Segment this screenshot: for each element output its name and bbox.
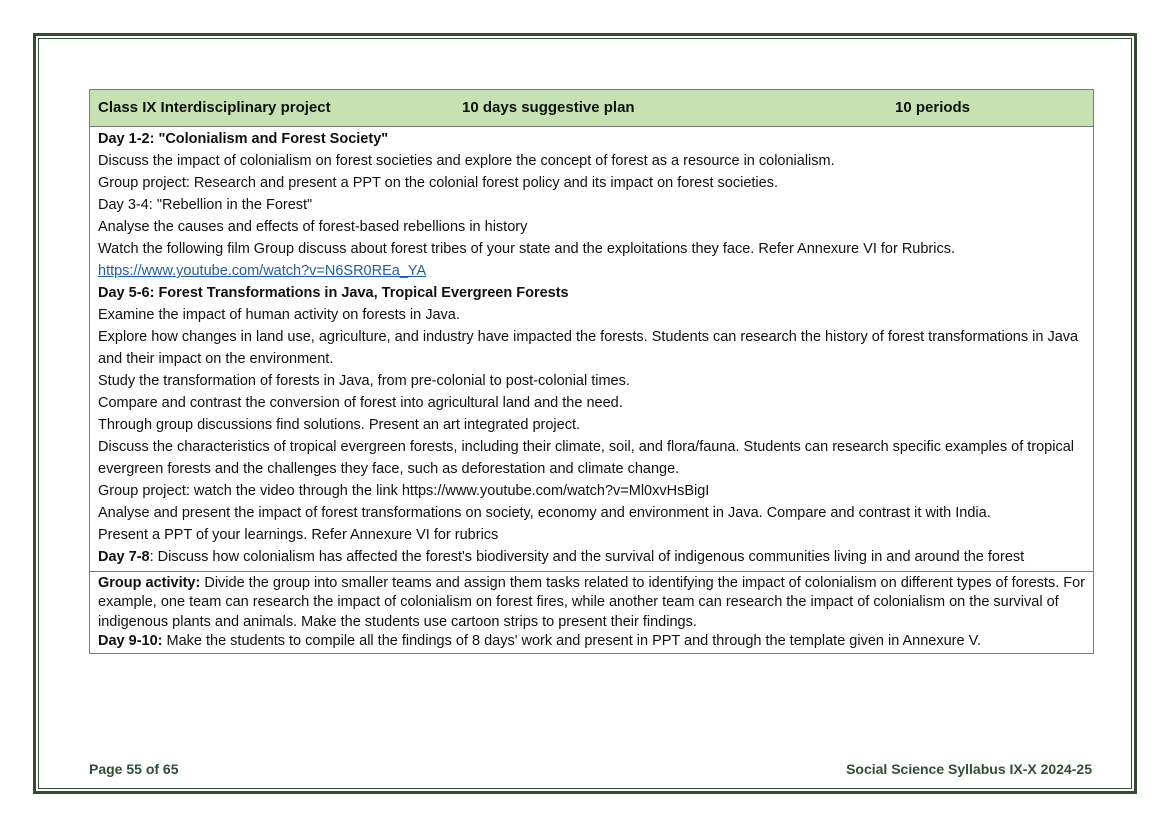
- day-7-8-paragraph: [98, 546, 1085, 568]
- header-project-title: Class IX Interdisciplinary project: [98, 99, 331, 116]
- text-line: Explore how changes in land use, agriculture, and industry have impacted the forests. Students can research the history of forest transformations in Java and their impact on the environment.: [98, 329, 1079, 367]
- text-line: Study the transformation of forests in Java, from pre-colonial to post-colonial times.: [98, 373, 630, 389]
- text-line: Discuss the characteristics of tropical evergreen forests, including their climate, soil, and flora/fauna. Students can research specific examples of tropical evergreen forests and the challenges they face, such as deforestation and climate change.: [98, 439, 1074, 477]
- text-line: Watch the following film Group discuss about forest tribes of your state and the exploitations they face. Refer Annexure VI for Rubrics.: [98, 241, 956, 257]
- header-plan-title: 10 days suggestive plan: [462, 99, 635, 116]
- text-line: Present a PPT of your learnings. Refer Annexure VI for rubrics: [98, 527, 499, 543]
- group-activity-text: Divide the group into smaller teams and assign them tasks related to identifying the impact of colonialism on different types of forests. For example, one team can research the impact of colonialism on forest fires, while another team can research the impact of colonialism on the survival of indigenous plants and animals. Make the students use cartoon strips to present their findings.: [98, 575, 1085, 630]
- plan-table: [89, 89, 1094, 654]
- page-number: Page 55 of 65: [89, 761, 179, 777]
- text-line: Through group discussions find solutions. Present an art integrated project.: [98, 417, 580, 433]
- text-line: Group project: Research and present a PPT on the colonial forest policy and its impact on forest societies.: [98, 175, 778, 191]
- group-activity-paragraph: [98, 574, 1085, 632]
- text-line: Analyse and present the impact of forest transformations on society, economy and environment in Java. Compare and contrast it with India.: [98, 505, 991, 521]
- header-periods: 10 periods: [895, 99, 971, 116]
- text-line: Examine the impact of human activity on forests in Java.: [98, 307, 460, 323]
- day-3-4-heading: Day 3-4: "Rebellion in the Forest": [98, 197, 313, 213]
- day-7-8-label: Day 7-8: [98, 549, 150, 565]
- document-title: Social Science Syllabus IX-X 2024-25: [846, 761, 1092, 777]
- day-5-6-label: Day 5-6: [98, 285, 150, 301]
- day-9-10-label: Day 9-10:: [98, 632, 163, 649]
- youtube-link[interactable]: https://www.youtube.com/watch?v=N6SR0REa_YA: [98, 263, 427, 279]
- text-line: Compare and contrast the conversion of forest into agricultural land and the need.: [98, 395, 623, 411]
- text-line: Analyse the causes and effects of forest-based rebellions in history: [98, 219, 528, 235]
- day-9-10-text: Make the students to compile all the findings of 8 days' work and present in PPT and through the template given in Annexure V.: [162, 632, 981, 649]
- group-activity-label: Group activity:: [98, 575, 201, 591]
- activity-cell: [90, 572, 1093, 653]
- day-5-6-topic: : Forest Transformations in Java, Tropical Evergreen Forests: [149, 285, 569, 301]
- text-line: Group project: watch the video through the link https://www.youtube.com/watch?v=Ml0xvHsBigI: [98, 483, 710, 499]
- day-9-10-paragraph: [98, 632, 1085, 651]
- plan-content-cell: [90, 127, 1093, 572]
- day-7-8-text: : Discuss how colonialism has affected the forest's biodiversity and the survival of indigenous communities living in and around the forest: [149, 549, 1025, 565]
- day-1-2-heading: Day 1-2: "Colonialism and Forest Society": [98, 131, 389, 147]
- day-5-6-heading: [98, 282, 1085, 304]
- text-line: Discuss the impact of colonialism on forest societies and explore the concept of forest as a resource in colonialism.: [98, 153, 835, 169]
- table-header-row: [90, 90, 1093, 127]
